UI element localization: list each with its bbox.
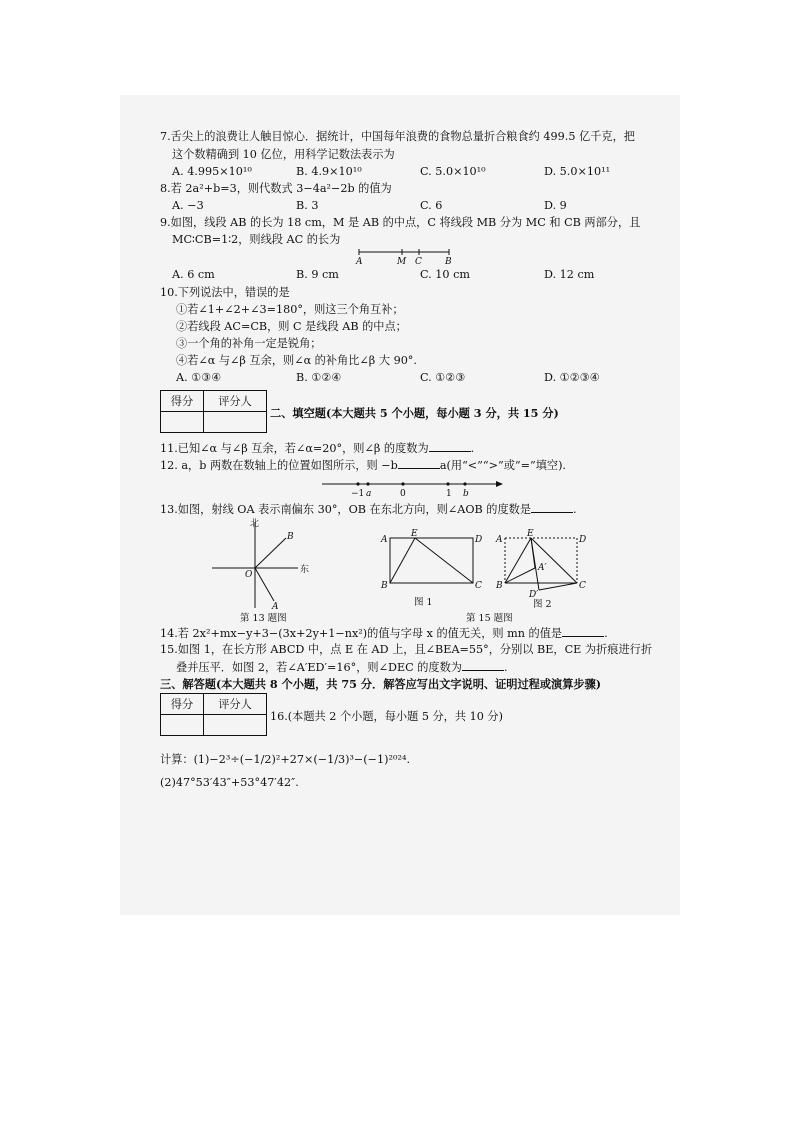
q16-heading: 16.(本题共 2 个小题，每小题 5 分，共 10 分) — [270, 710, 503, 723]
fig2-label-d: D — [579, 535, 587, 545]
q8-line1: 8.若 2a²+b=3，则代数式 3−4a²−2b 的值为 — [160, 182, 392, 195]
q13-east-label: 东 — [300, 565, 310, 575]
fig1-label-c: C — [475, 581, 482, 591]
q10-option-b: B. ①②④ — [296, 371, 342, 384]
score-table-q16 — [160, 693, 267, 736]
score-cell[interactable] — [161, 412, 204, 433]
q7-option-c: C. 5.0×10¹⁰ — [420, 165, 486, 178]
q14-answer-blank[interactable] — [562, 626, 604, 637]
q14-text: 14.若 2x²+mx−y+3−(3x+2y+1−nx²)的值与字母 x 的值无关，则 mn 的值是 . — [160, 627, 608, 640]
grader-cell[interactable] — [204, 412, 267, 433]
q8-option-c: C. 6 — [420, 199, 443, 212]
q9-line1: 9.如图，线段 AB 的长为 18 cm，M 是 AB 的中点，C 将线段 MB 分为 MC 和 CB 两部分，且 — [160, 216, 641, 229]
fig2-label-a: A — [496, 535, 503, 545]
q9-option-d: D. 12 cm — [544, 268, 595, 281]
q13-north-label: 北 — [250, 519, 260, 529]
fig1-label-b: B — [381, 581, 388, 591]
grader-cell[interactable] — [204, 715, 267, 736]
fig1-label-d: D — [475, 535, 483, 545]
grader-label: 评分人 — [204, 391, 267, 412]
q7-option-d: D. 5.0×10¹¹ — [544, 165, 611, 178]
q12-answer-blank[interactable] — [398, 458, 440, 469]
q12-label-neg1: −1 — [351, 489, 365, 499]
score-cell[interactable] — [161, 715, 204, 736]
fig1-label-e: E — [411, 529, 418, 539]
q10-line1: 10.下列说法中，错误的是 — [160, 286, 290, 299]
q13-caption: 第 13 题图 — [240, 613, 287, 624]
q16-part1: 计算：(1)−2³÷(−1/2)²+27×(−1/3)³−(−1)²⁰²⁴. — [160, 753, 411, 766]
fig1-caption: 图 1 — [414, 597, 433, 608]
section2-title: 二、填空题(本大题共 5 个小题，每小题 3 分，共 15 分) — [270, 406, 559, 420]
fig2-label-a-prime: A′ — [538, 563, 547, 573]
q7-line2: 这个数精确到 10 亿位，用科学记数法表示为 — [172, 148, 395, 161]
q15-figure-2 — [495, 530, 595, 600]
q12-label-1: 1 — [446, 489, 452, 499]
q7-option-a: A. 4.995×10¹⁰ — [172, 165, 252, 178]
q8-option-a: A. −3 — [172, 199, 204, 212]
q13-answer-blank[interactable] — [531, 502, 573, 513]
q10-option-d: D. ①②③④ — [544, 371, 600, 384]
q10-item-3: ③一个角的补角一定是锐角； — [176, 337, 322, 350]
q13-b-label: B — [287, 532, 294, 542]
q15-caption: 第 15 题图 — [466, 613, 513, 624]
q7-option-b: B. 4.9×10¹⁰ — [296, 165, 362, 178]
q13-text: 13.如图，射线 OA 表示南偏东 30°，OB 在东北方向，则∠AOB 的度数是 . — [160, 503, 577, 516]
q15-figure-1 — [380, 529, 483, 595]
grader-label: 评分人 — [204, 694, 267, 715]
q9-label-m: M — [397, 257, 407, 267]
q15-line2: 叠并压平．如图 2，若∠A′ED′=16°，则∠DEC 的度数为 . — [176, 661, 508, 674]
q9-option-c: C. 10 cm — [420, 268, 470, 281]
q9-label-c: C — [415, 257, 422, 267]
score-label: 得分 — [161, 391, 204, 412]
fig2-label-b: B — [496, 581, 503, 591]
q11-answer-blank[interactable] — [429, 441, 471, 452]
q13-figure — [208, 516, 318, 612]
q12-label-0: 0 — [400, 489, 406, 499]
q9-option-b: B. 9 cm — [296, 268, 339, 281]
fig2-label-e: E — [527, 529, 534, 539]
q8-option-d: D. 9 — [544, 199, 567, 212]
q10-item-1: ①若∠1+∠2+∠3=180°，则这三个角互补； — [176, 303, 404, 316]
fig2-label-d-prime: D′ — [529, 590, 539, 600]
score-table-section2 — [160, 390, 267, 433]
q10-item-4: ④若∠α 与∠β 互余，则∠α 的补角比∠β 大 90°. — [176, 354, 417, 367]
q10-item-2: ②若线段 AC=CB，则 C 是线段 AB 的中点； — [176, 320, 407, 333]
q8-option-b: B. 3 — [296, 199, 319, 212]
q10-option-c: C. ①②③ — [420, 371, 466, 384]
q13-a-label: A — [272, 602, 279, 612]
q7-line1: 7.舌尖上的浪费让人触目惊心．据统计，中国每年浪费的食物总量折合粮食约 499.5 亿千克，把 — [160, 130, 635, 143]
q16-part2: (2)47°53′43″+53°47′42″. — [160, 776, 299, 789]
q12-text: 12. a，b 两数在数轴上的位置如图所示，则 −b a(用“<”“>”或“=”填空). — [160, 459, 566, 472]
section3-title: 三、解答题(本大题共 8 个小题，共 75 分．解答应写出文字说明、证明过程或演算步骤) — [160, 677, 602, 691]
fig1-label-a: A — [381, 535, 388, 545]
q15-answer-blank[interactable] — [462, 660, 504, 671]
q12-number-line — [320, 476, 505, 500]
q9-option-a: A. 6 cm — [172, 268, 215, 281]
q10-option-a: A. ①③④ — [176, 371, 222, 384]
q9-segment-figure — [355, 246, 465, 268]
q12-label-b: b — [463, 489, 469, 499]
score-label: 得分 — [161, 694, 204, 715]
q13-o-label: O — [245, 570, 253, 580]
q9-label-a: A — [356, 257, 363, 267]
fig2-caption: 图 2 — [533, 599, 552, 610]
q9-line2: MC∶CB=1∶2，则线段 AC 的长为 — [172, 233, 341, 246]
q11-text: 11.已知∠α 与∠β 互余，若∠α=20°，则∠β 的度数为 . — [160, 442, 475, 455]
q9-label-b: B — [445, 257, 452, 267]
q15-line1: 15.如图 1，在长方形 ABCD 中，点 E 在 AD 上，且∠BEA=55°，分别以 BE，CE 为折痕进行折 — [160, 643, 653, 656]
fig2-label-c: C — [579, 581, 586, 591]
q12-label-a: a — [366, 489, 372, 499]
